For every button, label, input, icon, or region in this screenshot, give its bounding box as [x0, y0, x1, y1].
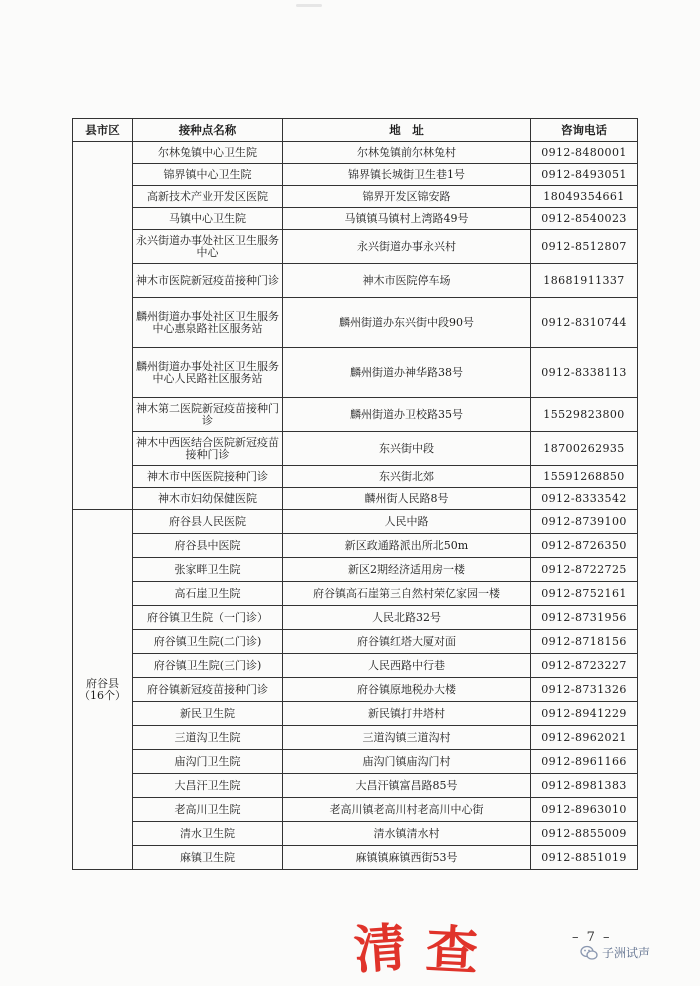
site-name-cell: 大昌汗卫生院: [133, 774, 283, 798]
site-name-cell: 神木市妇幼保健医院: [133, 488, 283, 510]
phone-cell: 18049354661: [531, 186, 638, 208]
table-row: [73, 582, 638, 606]
address-cell: 锦界开发区锦安路: [283, 186, 531, 208]
county-cell: [73, 510, 133, 870]
table-body: [73, 142, 638, 870]
address-cell: 人民西路中行巷: [283, 654, 531, 678]
table-row: [73, 264, 638, 298]
site-name-cell: 马镇中心卫生院: [133, 208, 283, 230]
table-row: [73, 822, 638, 846]
site-name-cell: 永兴街道办事处社区卫生服务中心: [133, 230, 283, 264]
phone-cell: 0912-8963010: [531, 798, 638, 822]
stamp-text-2: 查: [424, 918, 480, 978]
phone-cell: 0912-8851019: [531, 846, 638, 870]
address-cell: 东兴街中段: [283, 432, 531, 466]
county-name: 府谷县: [86, 676, 119, 690]
phone-cell: 0912-8723227: [531, 654, 638, 678]
table-row: [73, 208, 638, 230]
site-name-cell: 府谷县人民医院: [133, 510, 283, 534]
site-name-cell: 神木市医院新冠疫苗接种门诊: [133, 264, 283, 298]
table-row: [73, 466, 638, 488]
site-name-cell: 神木中西医结合医院新冠疫苗接种门诊: [133, 432, 283, 466]
site-name-cell: 清水卫生院: [133, 822, 283, 846]
site-name-cell: 府谷镇卫生院(二门诊): [133, 630, 283, 654]
address-cell: 锦界镇长城街卫生巷1号: [283, 164, 531, 186]
header-site-name: 接种点名称: [133, 119, 283, 142]
header-address: 地 址: [283, 119, 531, 142]
address-cell: 老高川镇老高川村老高川中心街: [283, 798, 531, 822]
table-row: [73, 186, 638, 208]
address-cell: 三道沟镇三道沟村: [283, 726, 531, 750]
table-row: [73, 702, 638, 726]
address-cell: 人民北路32号: [283, 606, 531, 630]
table-row: [73, 230, 638, 264]
phone-cell: 18681911337: [531, 264, 638, 298]
site-name-cell: 新民卫生院: [133, 702, 283, 726]
site-name-cell: 庙沟门卫生院: [133, 750, 283, 774]
address-cell: 麻镇镇麻镇西街53号: [283, 846, 531, 870]
site-name-cell: 高新技术产业开发区医院: [133, 186, 283, 208]
phone-cell: 18700262935: [531, 432, 638, 466]
address-cell: 府谷镇红塔大厦对面: [283, 630, 531, 654]
phone-cell: 0912-8338113: [531, 348, 638, 398]
table-row: [73, 798, 638, 822]
table-row: [73, 348, 638, 398]
header-county: 县市区: [73, 119, 133, 142]
address-cell: 府谷镇高石崖第三自然村荣亿家园一楼: [283, 582, 531, 606]
address-cell: 东兴街北郊: [283, 466, 531, 488]
site-name-cell: 府谷镇新冠疫苗接种门诊: [133, 678, 283, 702]
address-cell: 清水镇清水村: [283, 822, 531, 846]
table-row: [73, 558, 638, 582]
table-row: [73, 534, 638, 558]
address-cell: 新民镇打井塔村: [283, 702, 531, 726]
watermark: [580, 944, 650, 961]
table-row: [73, 750, 638, 774]
table-row: [73, 774, 638, 798]
phone-cell: 0912-8722725: [531, 558, 638, 582]
county-cell: [73, 142, 133, 510]
table-row: [73, 606, 638, 630]
address-cell: 尔林兔镇前尔林兔村: [283, 142, 531, 164]
phone-cell: 15591268850: [531, 466, 638, 488]
phone-cell: 0912-8540023: [531, 208, 638, 230]
table-row: [73, 164, 638, 186]
phone-cell: 0912-8941229: [531, 702, 638, 726]
phone-cell: 0912-8731956: [531, 606, 638, 630]
address-cell: 神木市医院停车场: [283, 264, 531, 298]
address-cell: 麟州街道办神华路38号: [283, 348, 531, 398]
phone-cell: 0912-8739100: [531, 510, 638, 534]
site-name-cell: 神木第二医院新冠疫苗接种门诊: [133, 398, 283, 432]
wechat-icon: [580, 945, 598, 961]
address-cell: 马镇镇马镇村上湾路49号: [283, 208, 531, 230]
stamp-text-1: 清: [351, 916, 409, 978]
table-row: [73, 298, 638, 348]
site-name-cell: 麟州街道办事处社区卫生服务中心人民路社区服务站: [133, 348, 283, 398]
phone-cell: 0912-8726350: [531, 534, 638, 558]
table-row: [73, 654, 638, 678]
phone-cell: 0912-8981383: [531, 774, 638, 798]
table-row: [73, 488, 638, 510]
site-name-cell: 三道沟卫生院: [133, 726, 283, 750]
address-cell: 庙沟门镇庙沟门村: [283, 750, 531, 774]
page-number: – 7 –: [572, 930, 612, 945]
table-row: [73, 630, 638, 654]
phone-cell: 0912-8855009: [531, 822, 638, 846]
table-row: [73, 432, 638, 466]
phone-cell: 0912-8731326: [531, 678, 638, 702]
address-cell: 麟州街道办卫校路35号: [283, 398, 531, 432]
phone-cell: 0912-8493051: [531, 164, 638, 186]
scan-artifact: [296, 4, 322, 7]
site-name-cell: 府谷镇卫生院(三门诊): [133, 654, 283, 678]
table-header-row: [73, 119, 638, 142]
phone-cell: 0912-8962021: [531, 726, 638, 750]
phone-cell: 0912-8333542: [531, 488, 638, 510]
county-count: （16个）: [79, 688, 126, 702]
address-cell: 大昌汗镇富昌路85号: [283, 774, 531, 798]
site-name-cell: 神木市中医医院接种门诊: [133, 466, 283, 488]
address-cell: 麟州街道办东兴街中段90号: [283, 298, 531, 348]
address-cell: 府谷镇原地税办大楼: [283, 678, 531, 702]
phone-cell: 0912-8961166: [531, 750, 638, 774]
address-cell: 麟州街人民路8号: [283, 488, 531, 510]
table-row: [73, 846, 638, 870]
table-row: [73, 398, 638, 432]
site-name-cell: 张家畔卫生院: [133, 558, 283, 582]
site-name-cell: 高石崖卫生院: [133, 582, 283, 606]
site-name-cell: 麻镇卫生院: [133, 846, 283, 870]
phone-cell: 0912-8512807: [531, 230, 638, 264]
table-row: [73, 726, 638, 750]
table-row: [73, 142, 638, 164]
table-row: [73, 510, 638, 534]
site-name-cell: 麟州街道办事处社区卫生服务中心惠泉路社区服务站: [133, 298, 283, 348]
site-name-cell: 锦界镇中心卫生院: [133, 164, 283, 186]
vaccination-sites-table: [72, 118, 638, 870]
phone-cell: 15529823800: [531, 398, 638, 432]
header-phone: 咨询电话: [531, 119, 638, 142]
phone-cell: 0912-8752161: [531, 582, 638, 606]
site-name-cell: 老高川卫生院: [133, 798, 283, 822]
site-name-cell: 尔林兔镇中心卫生院: [133, 142, 283, 164]
site-name-cell: 府谷镇卫生院（一门诊）: [133, 606, 283, 630]
phone-cell: 0912-8310744: [531, 298, 638, 348]
address-cell: 人民中路: [283, 510, 531, 534]
red-stamp: [348, 908, 498, 978]
watermark-text: 子洲试声: [602, 946, 651, 960]
address-cell: 新区2期经济适用房一楼: [283, 558, 531, 582]
site-name-cell: 府谷县中医院: [133, 534, 283, 558]
address-cell: 永兴街道办事永兴村: [283, 230, 531, 264]
phone-cell: 0912-8480001: [531, 142, 638, 164]
address-cell: 新区政通路派出所北50m: [283, 534, 531, 558]
table-row: [73, 678, 638, 702]
phone-cell: 0912-8718156: [531, 630, 638, 654]
